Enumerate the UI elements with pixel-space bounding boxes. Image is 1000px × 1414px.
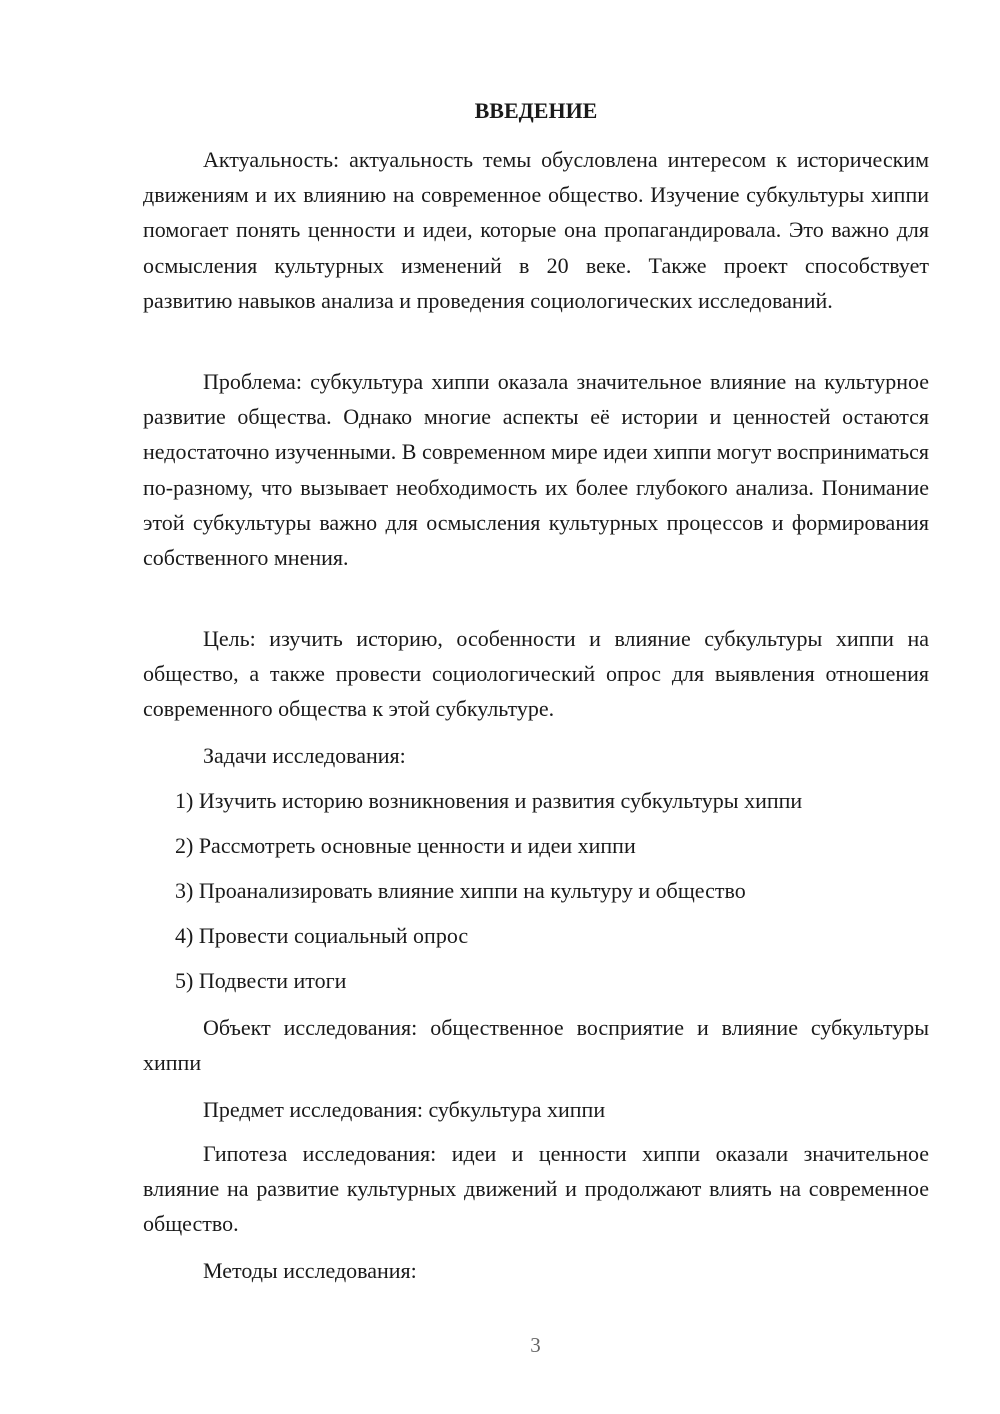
task-item-1: 1) Изучить историю возникновения и развития субкультуры хиппи [175,788,803,813]
task-item-2: 2) Рассмотреть основные ценности и идеи хиппи [175,833,636,858]
paragraph-goal: Цель: изучить историю, особенности и влияние субкультуры хиппи на общество, а также провести социологический опрос для выявления отношения современного общества к этой субкультуре. [143,626,929,722]
paragraph-problem: Проблема: субкультура хиппи оказала значительное влияние на культурное развитие общества. Однако многие аспекты её истории и ценностей остаются недостаточно изученными. В современном мире идеи хиппи могут восприниматься по-разному, что вызывает необходимость их более глубокого анализа. Понимание этой субкультуры важно для осмысления культурных процессов и формирования собственного мнения. [143,369,929,571]
page-title: ВВЕДЕНИЕ [474,98,598,123]
page-number: 3 [530,1333,541,1357]
paragraph-subject: Предмет исследования: субкультура хиппи [203,1097,606,1122]
task-item-5: 5) Подвести итоги [175,968,347,993]
task-item-4: 4) Провести социальный опрос [175,923,469,948]
paragraph-object: Объект исследования: общественное восприятие и влияние субкультуры хиппи [143,1015,929,1076]
task-item-3: 3) Проанализировать влияние хиппи на культуру и общество [175,878,746,903]
tasks-heading: Задачи исследования: [203,743,406,768]
methods-heading: Методы исследования: [203,1258,417,1283]
paragraph-hypothesis: Гипотеза исследования: идеи и ценности хиппи оказали значительное влияние на развитие культурных движений и продолжают влиять на современное общество. [143,1141,929,1237]
paragraph-relevance: Актуальность: актуальность темы обусловлена интересом к историческим движениям и их влиянию на современное общество. Изучение субкультуры хиппи помогает понять ценности и идеи, которые она пропагандировала. Это важно для осмысления культурных изменений в 20 веке. Также проект способствует развитию навыков анализа и проведения социологических исследований. [143,147,929,313]
